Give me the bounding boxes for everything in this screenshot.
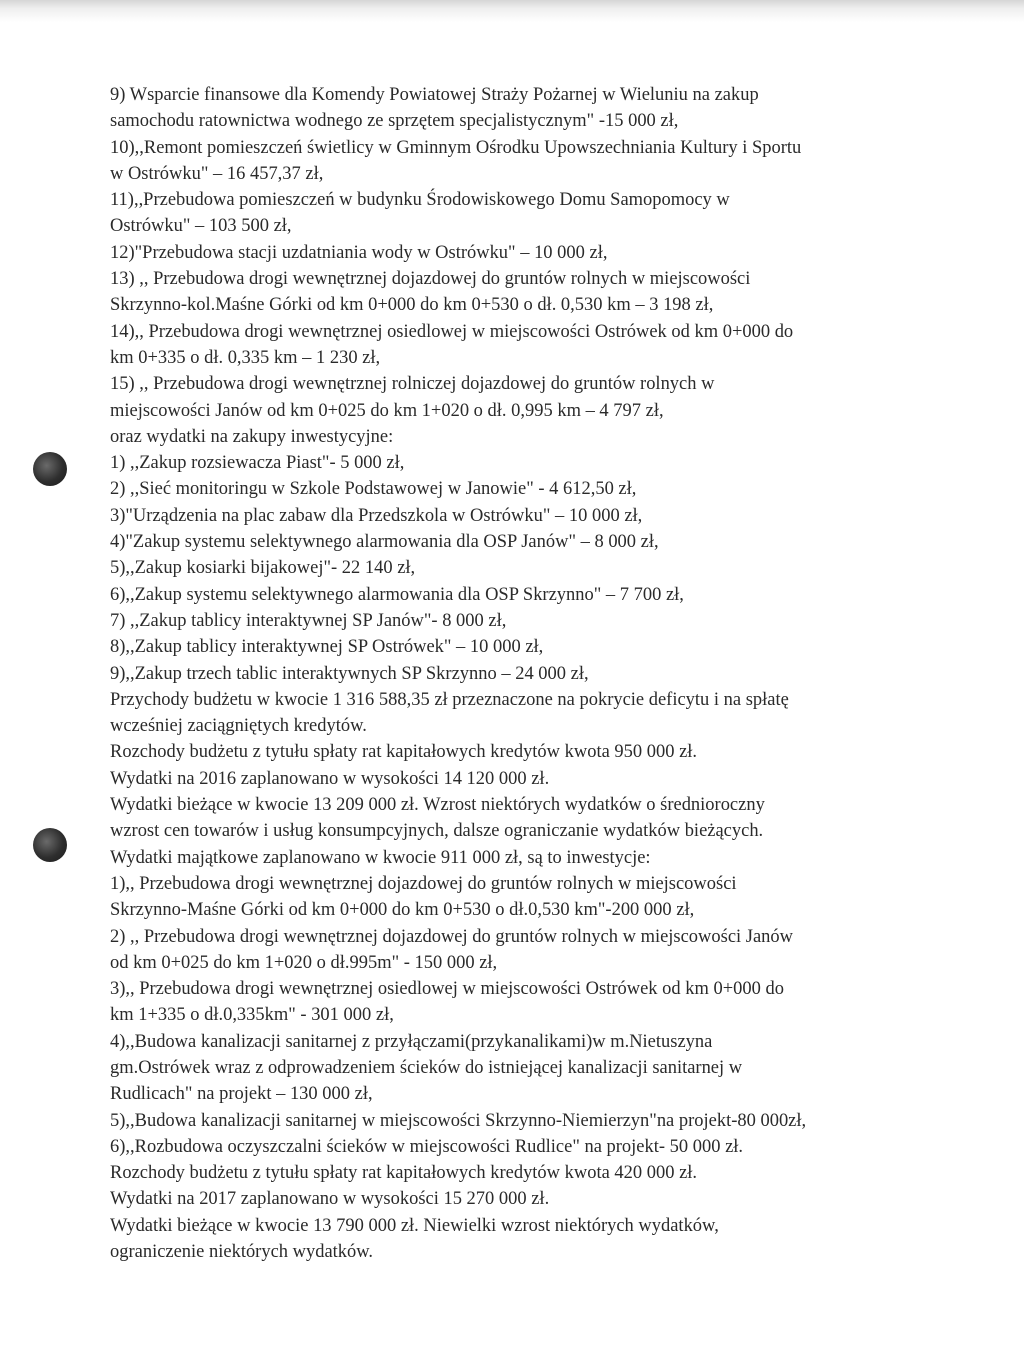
text-line: 11),,Przebudowa pomieszczeń w budynku Środowiskowego Domu Samopomocy w	[110, 189, 730, 211]
text-line: 3),, Przebudowa drogi wewnętrznej osiedlowej w miejscowości Ostrówek od km 0+000 do	[110, 978, 784, 1000]
text-line: Wydatki na 2016 zaplanowano w wysokości 14 120 000 zł.	[110, 767, 550, 789]
text-line: oraz wydatki na zakupy inwestycyjne:	[110, 425, 394, 447]
text-line: gm.Ostrówek wraz z odprowadzeniem ścieków do istniejącej kanalizacji sanitarnej w	[110, 1056, 743, 1078]
text-line: wzrost cen towarów i usług konsumpcyjnych, dalsze ograniczanie wydatków bieżących.	[110, 820, 764, 842]
text-line: 1),, Przebudowa drogi wewnętrznej dojazdowej do gruntów rolnych w miejscowości	[110, 872, 737, 894]
text-line: km 1+335 o dł.0,335km" - 301 000 zł,	[110, 1004, 394, 1026]
text-line: samochodu ratownictwa wodnego ze sprzętem specjalistycznym" -15 000 zł,	[110, 110, 679, 132]
text-line: od km 0+025 do km 1+020 o dł.995m" - 150 000 zł,	[110, 951, 498, 973]
text-line: wcześniej zaciągniętych kredytów.	[110, 715, 367, 737]
text-line: Wydatki na 2017 zaplanowano w wysokości 15 270 000 zł.	[110, 1188, 550, 1210]
text-line: w Ostrówku" – 16 457,37 zł,	[110, 162, 324, 184]
text-line: 10),,Remont pomieszczeń świetlicy w Gminnym Ośrodku Upowszechniania Kultury i Sportu	[110, 136, 802, 158]
text-line: Rudlicach" na projekt – 130 000 zł,	[110, 1083, 373, 1105]
text-line: 9),,Zakup trzech tablic interaktywnych SP Skrzynno – 24 000 zł,	[110, 662, 589, 684]
text-line: 4),,Budowa kanalizacji sanitarnej z przyłączami(przykanalikami)w m.Nietuszyna	[110, 1030, 713, 1052]
punch-hole-upper	[33, 452, 67, 486]
text-line: 5),,Zakup kosiarki bijakowej"- 22 140 zł,	[110, 557, 416, 579]
text-line: 5),,Budowa kanalizacji sanitarnej w miejscowości Skrzynno-Niemierzyn"na projekt-80 000zł,	[110, 1109, 807, 1131]
text-line: 9) Wsparcie finansowe dla Komendy Powiatowej Straży Pożarnej w Wieluniu na zakup	[110, 84, 759, 105]
text-line: ograniczenie niektórych wydatków.	[110, 1241, 374, 1263]
text-line: miejscowości Janów od km 0+025 do km 1+020 o dł. 0,995 km – 4 797 zł,	[110, 399, 664, 421]
text-line: Przychody budżetu w kwocie 1 316 588,35 zł przeznaczone na pokrycie deficytu i na spłatę	[110, 688, 789, 710]
scan-edge-shadow	[0, 0, 1024, 22]
text-line: Wydatki bieżące w kwocie 13 209 000 zł. Wzrost niektórych wydatków o średnioroczny	[110, 794, 765, 816]
text-line: 15) ,, Przebudowa drogi wewnętrznej rolniczej dojazdowej do gruntów rolnych w	[110, 373, 715, 395]
text-line: km 0+335 o dł. 0,335 km – 1 230 zł,	[110, 346, 381, 368]
text-line: 7) ,,Zakup tablicy interaktywnej SP Janów"- 8 000 zł,	[110, 609, 507, 631]
text-line: 12)"Przebudowa stacji uzdatniania wody w Ostrówku" – 10 000 zł,	[110, 241, 608, 263]
text-line: Skrzynno-kol.Maśne Górki od km 0+000 do km 0+530 o dł. 0,530 km – 3 198 zł,	[110, 294, 714, 316]
text-line: 6),,Rozbudowa oczyszczalni ścieków w miejscowości Rudlice" na projekt- 50 000 zł.	[110, 1135, 744, 1157]
text-line: Ostrówku" – 103 500 zł,	[110, 215, 292, 237]
text-line: Rozchody budżetu z tytułu spłaty rat kapitałowych kredytów kwota 420 000 zł.	[110, 1162, 698, 1184]
text-line: Skrzynno-Maśne Górki od km 0+000 do km 0+530 o dł.0,530 km"-200 000 zł,	[110, 899, 695, 921]
text-line: 2) ,,Sieć monitoringu w Szkole Podstawowej w Janowie" - 4 612,50 zł,	[110, 478, 637, 500]
text-line: 8),,Zakup tablicy interaktywnej SP Ostrówek" – 10 000 zł,	[110, 636, 544, 658]
text-line: 14),, Przebudowa drogi wewnętrznej osiedlowej w miejscowości Ostrówek od km 0+000 do	[110, 320, 794, 342]
text-line: 2) ,, Przebudowa drogi wewnętrznej dojazdowej do gruntów rolnych w miejscowości Janów	[110, 925, 793, 947]
text-line: 4)"Zakup systemu selektywnego alarmowania dla OSP Janów" – 8 000 zł,	[110, 531, 659, 553]
text-line: 1) ,,Zakup rozsiewacza Piast"- 5 000 zł,	[110, 452, 405, 474]
text-line: 3)"Urządzenia na plac zabaw dla Przedszkola w Ostrówku" – 10 000 zł,	[110, 504, 643, 526]
punch-hole-lower	[33, 828, 67, 862]
text-line: Rozchody budżetu z tytułu spłaty rat kapitałowych kredytów kwota 950 000 zł.	[110, 741, 698, 763]
text-line: Wydatki bieżące w kwocie 13 790 000 zł. Niewielki wzrost niektórych wydatków,	[110, 1214, 719, 1236]
document-body	[110, 82, 910, 1265]
text-line: Wydatki majątkowe zaplanowano w kwocie 911 000 zł, są to inwestycje:	[110, 846, 651, 868]
text-line: 6),,Zakup systemu selektywnego alarmowania dla OSP Skrzynno" – 7 700 zł,	[110, 583, 684, 605]
text-line: 13) ,, Przebudowa drogi wewnętrznej dojazdowej do gruntów rolnych w miejscowości	[110, 268, 751, 290]
